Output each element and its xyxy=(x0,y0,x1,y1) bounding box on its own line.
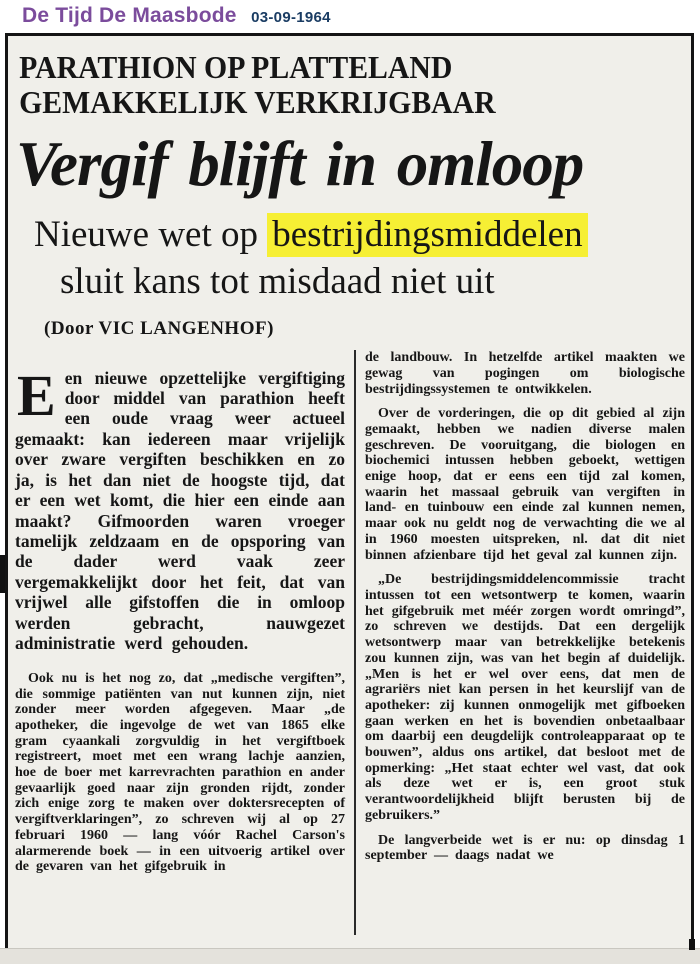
scan-edge-artifact xyxy=(0,555,5,593)
lead-paragraph xyxy=(15,362,345,654)
scan-bottom-cutoff xyxy=(0,948,700,964)
subheadline-line-2: sluit kans tot misdaad niet uit xyxy=(60,260,495,302)
byline: (Door VIC LANGENHOF) xyxy=(44,318,274,340)
article-paragraph: Over de vorderingen, die op dit gebied al zijn gemaakt, hebben we nadien diverse malen geschreven. De vooruitgang, die biologen en biochemici intussen hebben geboekt, wettigen enige hoop, dat er eens een tijd zal komen, waarin het massaal gebruik van vergiften in land- en tuinbouw een einde zal kunnen nemen, maar ook nu geldt nog de verwachting die we al in 1960 moesten uitspreken, nl. dat dit niet binnen afzienbare tijd het geval zal kunnen zijn. xyxy=(365,406,685,563)
article-paragraph: De langverbeide wet is er nu: op dinsdag 1 september — daags nadat we xyxy=(365,832,685,864)
subheadline-text: Nieuwe wet op xyxy=(34,214,268,256)
kicker-line-2: GEMAKKELIJK VERKRIJGBAAR xyxy=(19,84,496,121)
subheadline-line-1 xyxy=(34,213,691,257)
main-headline: Vergif blijft in omloop xyxy=(16,129,584,200)
article-paragraph: Ook nu is het nog zo, dat „medische vergiften”, die sommige patiënten van nut kunnen zijn, niet zonder meer worden afgegeven. Maar „de apotheker, die ingevolge de wet van 1865 elke gram cyaankali zorgvuldig in het vergiftboek registreert, moet met een wrang lachje aanzien, hoe de boer met karrevrachten parathion en ander gevaarlijk goed naar zijn gronden rijdt, zonder zich enige zorg te maken over doktersrecepten of vergiftverklaringen”, zo schreven wij al op 27 februari 1960 — lang vóór Rachel Carson's alarmerende boek — in een uitvoerig artikel over de gevaren van het gifgebruik in xyxy=(15,670,345,875)
source-header xyxy=(0,0,700,28)
publication-date: 03-09-1964 xyxy=(251,9,331,26)
publication-name: De Tijd De Maasbode xyxy=(22,4,237,27)
lead-paragraph-text: en nieuwe opzettelijke vergiftiging door middel van parathion heeft een oude vraag weer actueel gemaakt: kan iedereen maar vrijelijk over zware vergiften beschikken en zo ja, is het dan niet de hoogste tijd, dat er een wet komt, die hier een einde aan maakt? Gifmoorden waren vroeger tamelijk zeldzaam en de opsporing van de dader werd vaak zeer vergemakkelijkt door het feit, dat van vrijwel alle gifstoffen die in omloop werden gebracht, nauwgezet administratie werd gehouden. xyxy=(15,367,345,653)
drop-cap: E xyxy=(17,362,56,428)
kicker-headline xyxy=(8,36,643,120)
kicker-line-1: PARATHION OP PLATTELAND xyxy=(19,49,453,85)
column-right xyxy=(356,350,691,935)
column-left xyxy=(8,350,356,935)
article-paragraph: „De bestrijdingsmiddelencommissie tracht intussen tot een wetsontwerp te komen, waarin het gifgebruik met méér zorgen wordt omringd”, zo schreven we destijds. Dat een dergelijk wetsontwerp maar van betrekkelijke betekenis zou kunnen zijn, was van het begin af duidelijk. „Men is het er wel over eens, dat men de agrariërs niet kan persen in het keurslijf van de apotheker: zij kunnen onmogelijk met gifboeken gaan werken en het is bovendien onbetaalbaar om daarbij een deugdelijk controleapparaat op te bouwen”, aldus ons artikel, dat besloot met de opmerking: „Het staat echter wel vast, dat ook als deze wet er is, een groot stuk verantwoordelijkheid blijft berusten bij de gebruikers.” xyxy=(365,572,685,823)
article-body xyxy=(8,350,691,935)
article-paragraph: de landbouw. In hetzelfde artikel maakten we gewag van pogingen om biologische bestrijdingssystemen te ontwikkelen. xyxy=(365,350,685,397)
newspaper-clipping xyxy=(5,33,694,964)
scan-corner-artifact xyxy=(689,939,695,950)
highlighted-term: bestrijdingsmiddelen xyxy=(267,213,587,257)
